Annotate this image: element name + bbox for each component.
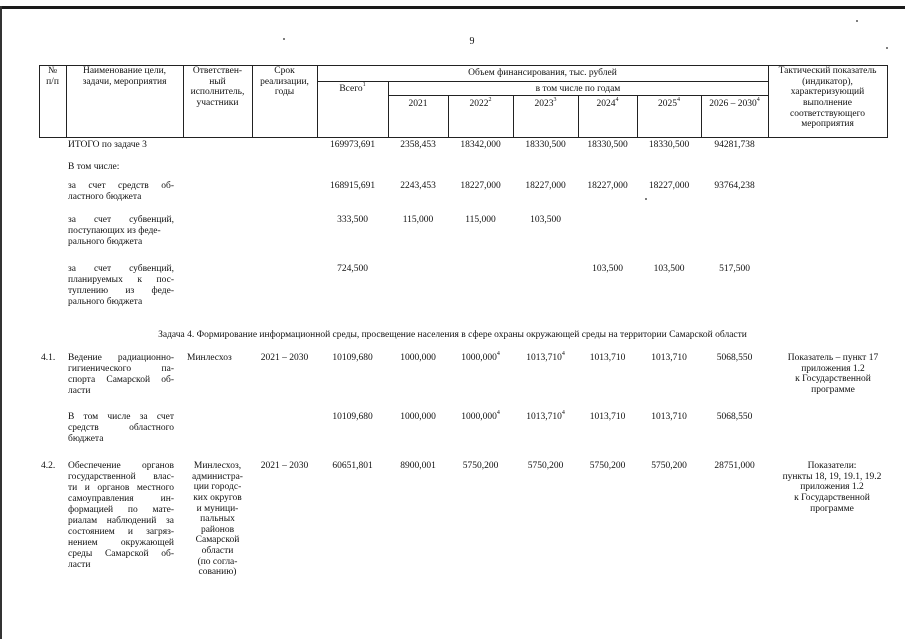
item-4-2-indicator: Показатели: пункты 18, 19, 19.1, 19.2 приложения 1.2 к Государственной программе (782, 461, 882, 514)
header-indicator: Тактический показатель (индикатор), характеризующий выполнение соответствующего мероприятия (778, 66, 877, 130)
header-year-2021: 2021 (408, 99, 428, 109)
header-responsible: Ответствен- ный исполнитель, участники (190, 66, 245, 108)
header-total: Всего$^1$ (339, 82, 366, 94)
header-name: Наименование цели, задачи, мероприятия (82, 66, 167, 87)
v-tom-chisle-label: В том числе: (68, 162, 120, 172)
scan-speck (283, 38, 285, 40)
item-4-1-indicator: Показатель – пункт 17 приложения 1.2 к Государственной программе (787, 353, 879, 395)
header-year-2023: 2023$^3$ (534, 97, 557, 109)
header-funding: Объем финансирования, тыс. рублей (468, 68, 617, 78)
header-year-2026-2030: 2026 – 2030$^4$ (709, 97, 760, 109)
header-num: № п/п (46, 66, 59, 87)
header-year-2022: 2022$^2$ (469, 97, 492, 109)
header-by-years: в том числе по годам (535, 84, 621, 94)
header-term: Срок реализации, годы (260, 66, 309, 98)
scan-speck (856, 20, 858, 22)
scan-left-border (0, 6, 2, 639)
page-number: 9 (469, 36, 475, 47)
scan-speck (645, 198, 647, 200)
scan-top-border (0, 6, 905, 9)
header-year-2024: 2024$^4$ (596, 97, 619, 109)
task-4-title: Задача 4. Формирование информационной среды, просвещение населения в сфере охраны окружающей среды на территории Самарской области (158, 330, 747, 340)
scan-speck (886, 47, 888, 49)
item-4-2-responsible: Минлесхоз, администра- ции городс- ких округов и муници- пальных районов Самарской области (по согла- сованию) (192, 461, 243, 578)
header-year-2025: 2025$^4$ (658, 97, 680, 109)
